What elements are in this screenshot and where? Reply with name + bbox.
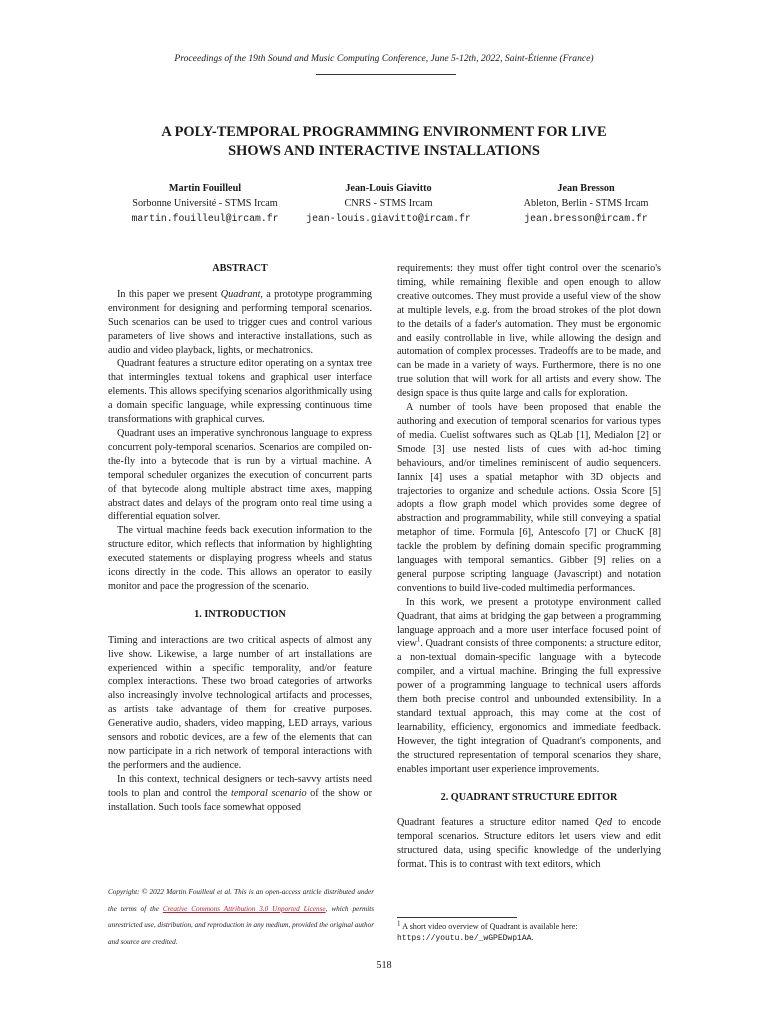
conference-header: Proceedings of the 19th Sound and Music Computing Conference, June 5-12th, 2022, Saint-Étienne (France) <box>174 53 594 64</box>
footnote-rule <box>397 917 517 918</box>
page-number: 518 <box>376 960 392 971</box>
author-name: Jean-Louis Giavitto <box>345 183 432 194</box>
abstract-heading: ABSTRACT <box>212 263 268 274</box>
author-email: jean.bresson@ircam.fr <box>524 213 648 224</box>
author-block-3 <box>515 181 657 226</box>
author-affiliation: Ableton, Berlin - STMS Ircam <box>523 198 649 209</box>
body-paragraph: Quadrant features a structure editor named Qed to encode temporal scenarios. Structure editors let users view and edit structured data, using specific knowledge of the underlying format. This is to contrast with text editors, which <box>397 817 661 871</box>
abstract-paragraph: In this paper we present Quadrant, a prototype programming environment for designing and performing temporal scenarios. Such scenarios can be used to trigger cues and control various parameters of live shows and interactive installations, such as audio and video playback, lights, or mechatronics. <box>108 288 372 356</box>
paper-title <box>60 123 708 161</box>
right-column <box>397 262 661 872</box>
body-paragraph: requirements: they must offer tight control over the scenario's timing, while remaining flexible and open enough to allow creative outcomes. They must provide a useful view of the show at multiple levels, e.g. from the broad strokes of the plot down to the details of a fader's automation. They must be ergonomic and easily controllable in live, while allowing the design and automation of complex processes. Tradeoffs are to be made, and can be made in a variety of ways. Furthermore, there is no one true solution that will work for all artists and every show. The design space is thus quite large and calls for exploration. <box>397 263 661 400</box>
video-link[interactable]: https://youtu.be/_wGPEDwp1AA <box>397 934 532 943</box>
body-paragraph: In this work, we present a prototype environment called Quadrant, that aims at bridging the gap between a programming language approach and a more user interface focused point of view$^1$. Quadrant consists of three components: a structure editor, a non-textual domain-specific language with a bytecode compiler, and a virtual machine. Bringing the full expressive power of a programming language to technical users affords them both precise control and unbounded extensibility. In a standard textual approach, this may come at the cost of learnability, efficiency, ergonomics and immediate feedback. However, the tight integration of Quadrant's components, and the structured representation of temporal scenarios they share, enables important user experience improvements. <box>397 596 661 775</box>
body-paragraph: A number of tools have been proposed that enable the authoring and execution of temporal scenarios for various types of media. Cuelist softwares such as QLab [1], Medialon [2] or Smode [3] use nested lists of cues with ad-hoc timing behaviours, and/or timelines reminiscent of audio sequencers. Iannix [4] uses a spatial metaphor with 3D objects and trajectories to organize and schedule actions. Ossia Score [5] adopts a flow graph model which provides some degree of abstraction and programmability, while still conveying a spatial metaphor of time. Formula [6], Antescofo [7] or ChucK [8] tackle the problem by defining domain specific programming languages with temporal semantics. Gibber [9] relies on a general purpose scripting language (Javascript) and notation conventions to build live-coded multimedia performances. <box>397 402 661 594</box>
license-link[interactable]: Creative Commons Attribution 3.0 Unported License <box>162 904 326 913</box>
title-line-1: A POLY-TEMPORAL PROGRAMMING ENVIRONMENT FOR LIVE <box>161 124 607 140</box>
header-rule <box>316 74 456 75</box>
author-block-1 <box>105 181 305 226</box>
introduction-heading: 1. INTRODUCTION <box>194 608 286 620</box>
footnote: $^1$ A short video overview of Quadrant is available here: https://youtu.be/_wGPEDwp1AA. <box>397 919 578 943</box>
intro-paragraph: Timing and interactions are two critical aspects of almost any live show. Likewise, a large number of art installations are experienced within a specific temporality, and/or feature complex interactions. These two broad categories of artworks also increasingly involve technological artifacts and processes, as artists take advantage of them for creative purposes. Generative audio, shaders, video mapping, LED arrays, various sensors and robotic devices, are a few of the elements that can now participate in a rich network of temporal interactions with the performers and the audience. <box>108 634 372 771</box>
abstract-paragraph: The virtual machine feeds back execution information to the structure editor, which reflects that information by highlighting executed statements or displaying progress wheels and status icons directly in the code. This allows an operator to easily monitor and pace the progression of the scenario. <box>108 525 372 592</box>
author-name: Martin Fouilleul <box>168 183 242 194</box>
left-column <box>108 262 372 815</box>
author-email: jean-louis.giavitto@ircam.fr <box>306 213 471 224</box>
abstract-paragraph: Quadrant uses an imperative synchronous language to express concurrent poly-temporal scenarios. Scenarios are compiled on-the-fly into a bytecode that is run by a virtual machine. A temporal scheduler organizes the execution of concurrent parts of that bytecode along multiple abstract time axes, mapping abstract dates and delays of the program onto real time using a differential equation solver. <box>108 427 372 523</box>
author-name: Jean Bresson <box>557 183 615 194</box>
copyright-notice: Copyright: © 2022 Martin Fouilleul et al. This is an open-access article distributed under the terms of the Creative Commons Attribution 3.0 Unported License, which permits unrestricted use, distribution, and reproduction in any medium, provided the original author and source are credited. <box>108 888 375 946</box>
author-affiliation: Sorbonne Université - STMS Ircam <box>132 198 278 209</box>
footnote-marker[interactable]: 1 <box>416 636 421 645</box>
intro-paragraph: In this context, technical designers or tech-savvy artists need tools to plan and control the temporal scenario of the show or installation. Such tools face somewhat opposed <box>108 773 372 813</box>
abstract-paragraph: Quadrant features a structure editor operating on a syntax tree that intermingles textual tokens and graphical user interface elements. This allows specifying scenarios algorithmically using a domain specific language, while expressing continuous time transformations with graphical curves. <box>108 358 372 426</box>
author-affiliation: CNRS - STMS Ircam <box>344 198 433 209</box>
author-email: martin.fouilleul@ircam.fr <box>131 213 279 224</box>
author-block-2 <box>296 181 481 226</box>
section-2-heading: 2. QUADRANT STRUCTURE EDITOR <box>440 791 618 803</box>
title-line-2: SHOWS AND INTERACTIVE INSTALLATIONS <box>228 143 540 159</box>
